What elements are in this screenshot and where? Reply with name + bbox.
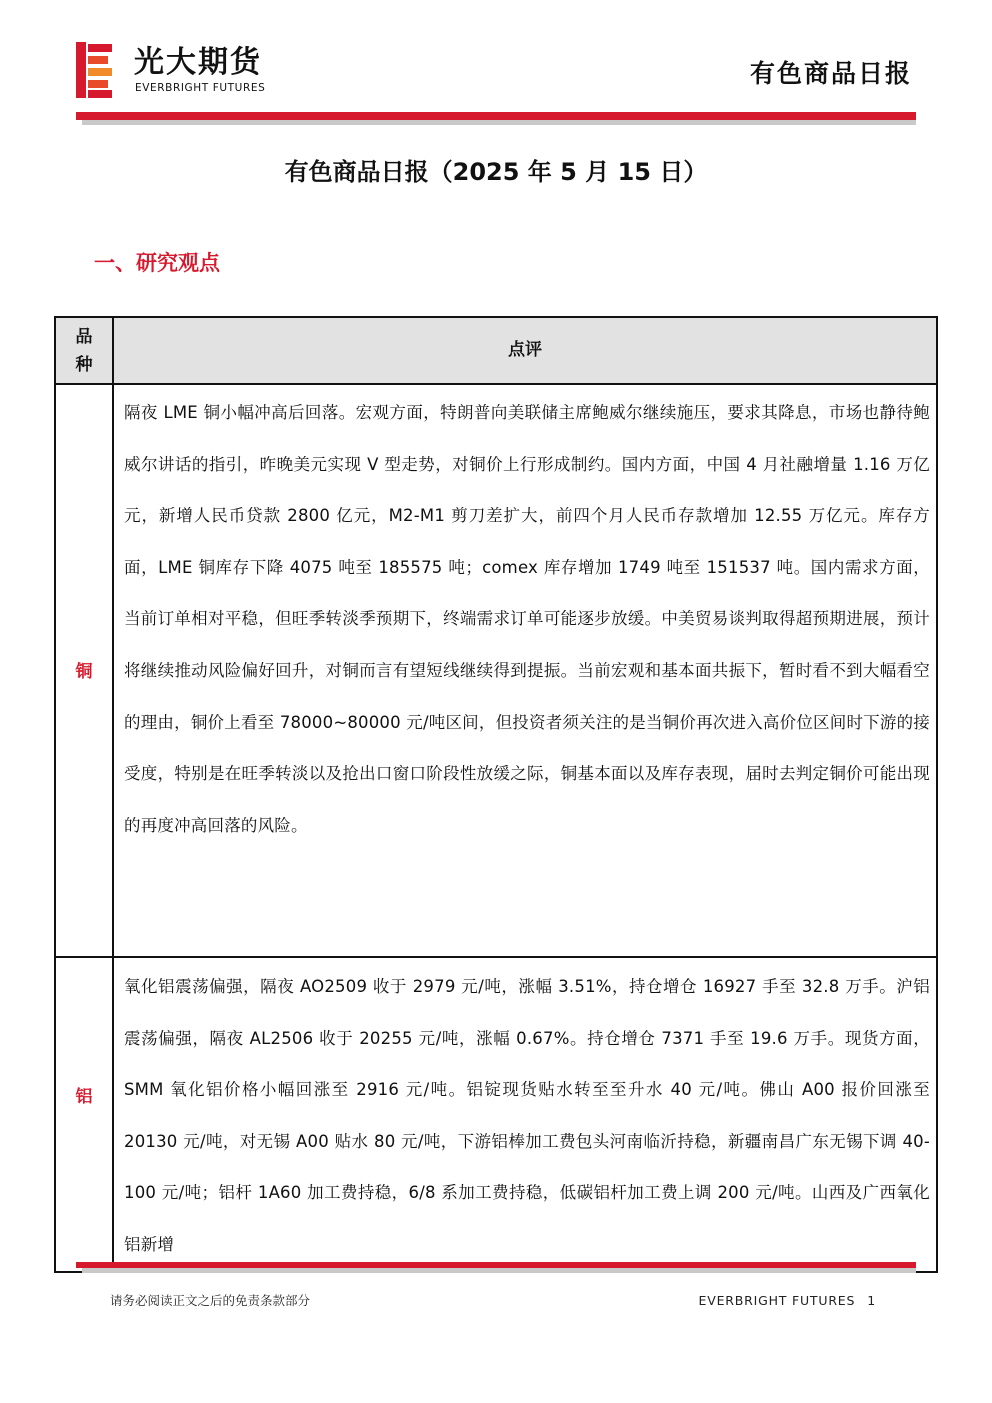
research-table [54, 316, 938, 1273]
variety-copper: 铜 [75, 662, 93, 682]
page-number: 1 [867, 1293, 876, 1308]
footer-divider [76, 1262, 916, 1274]
header-title: 有色商品日报 [749, 59, 912, 88]
logo-name-cn: 光大期货 [134, 45, 262, 80]
table-row-aluminum [56, 960, 936, 1273]
header-variety-label: 品种 [75, 327, 93, 375]
company-logo [76, 42, 286, 98]
variety-aluminum: 铝 [75, 1087, 93, 1107]
header-divider [76, 112, 916, 125]
header-comment: 点评 [508, 340, 542, 360]
logo-name-en: EVERBRIGHT FUTURES [135, 82, 266, 94]
comment-copper: 隔夜 LME 铜小幅冲高后回落。宏观方面，特朗普向美联储主席鲍威尔继续施压，要求其降息，市场也静待鲍威尔讲话的指引，昨晚美元实现 V 型走势，对铜价上行形成制约。国内方面，中国 4 月社融增量 1.16 万亿元，新增人民币贷款 2800 亿元，M2-M1 剪刀差扩大，前四个月人民币存款增加 12.55 万亿元。库存方面，LME 铜库存下降 4075 吨至 185575 吨；comex 库存增加 1749 吨至 151537 吨。国内需求方面，当前订单相对平稳，但旺季转淡季预期下，终端需求订单可能逐步放缓。中美贸易谈判取得超预期进展，预计将继续推动风险偏好回升，对铜而言有望短线继续得到提振。当前宏观和基本面共振下，暂时看不到大幅看空的理由，铜价上看至 78000~80000 元/吨区间，但投资者须关注的是当铜价再次进入高价位区间时下游的接受度，特别是在旺季转淡以及抢出口窗口阶段性放缓之际，铜基本面以及库存表现，届时去判定铜价可能出现的再度冲高回落的风险。 [124, 403, 930, 835]
header-variety [56, 323, 112, 379]
footer-company: EVERBRIGHT FUTURES [698, 1293, 856, 1308]
footer-company-page [699, 1292, 876, 1310]
table-header-row [56, 318, 936, 385]
footer-disclaimer: 请务必阅读正文之后的免责条款部分 [110, 1293, 311, 1308]
column-divider [112, 318, 114, 1271]
everbright-logo-icon [76, 42, 114, 98]
section-heading: 一、研究观点 [94, 251, 220, 275]
comment-aluminum: 氧化铝震荡偏强，隔夜 AO2509 收于 2979 元/吨，涨幅 3.51%，持仓增仓 16927 手至 32.8 万手。沪铝震荡偏强，隔夜 AL2506 收于 20255 元/吨，涨幅 0.67%。持仓增仓 7371 手至 19.6 万手。现货方面，SMM 氧化铝价格小幅回涨至 2916 元/吨。铝锭现货贴水转至至升水 40 元/吨。佛山 A00 报价回涨至 20130 元/吨，对无锡 A00 贴水 80 元/吨，下游铝棒加工费包头河南临沂持稳，新疆南昌广东无锡下调 40-100 元/吨；铝杆 1A60 加工费持稳，6/8 系加工费持稳，低碳铝杆加工费上调 200 元/吨。山西及广西氧化铝新增 [124, 977, 930, 1254]
document-title: 有色商品日报（2025 年 5 月 15 日） [284, 158, 708, 186]
table-row-copper [56, 385, 936, 958]
